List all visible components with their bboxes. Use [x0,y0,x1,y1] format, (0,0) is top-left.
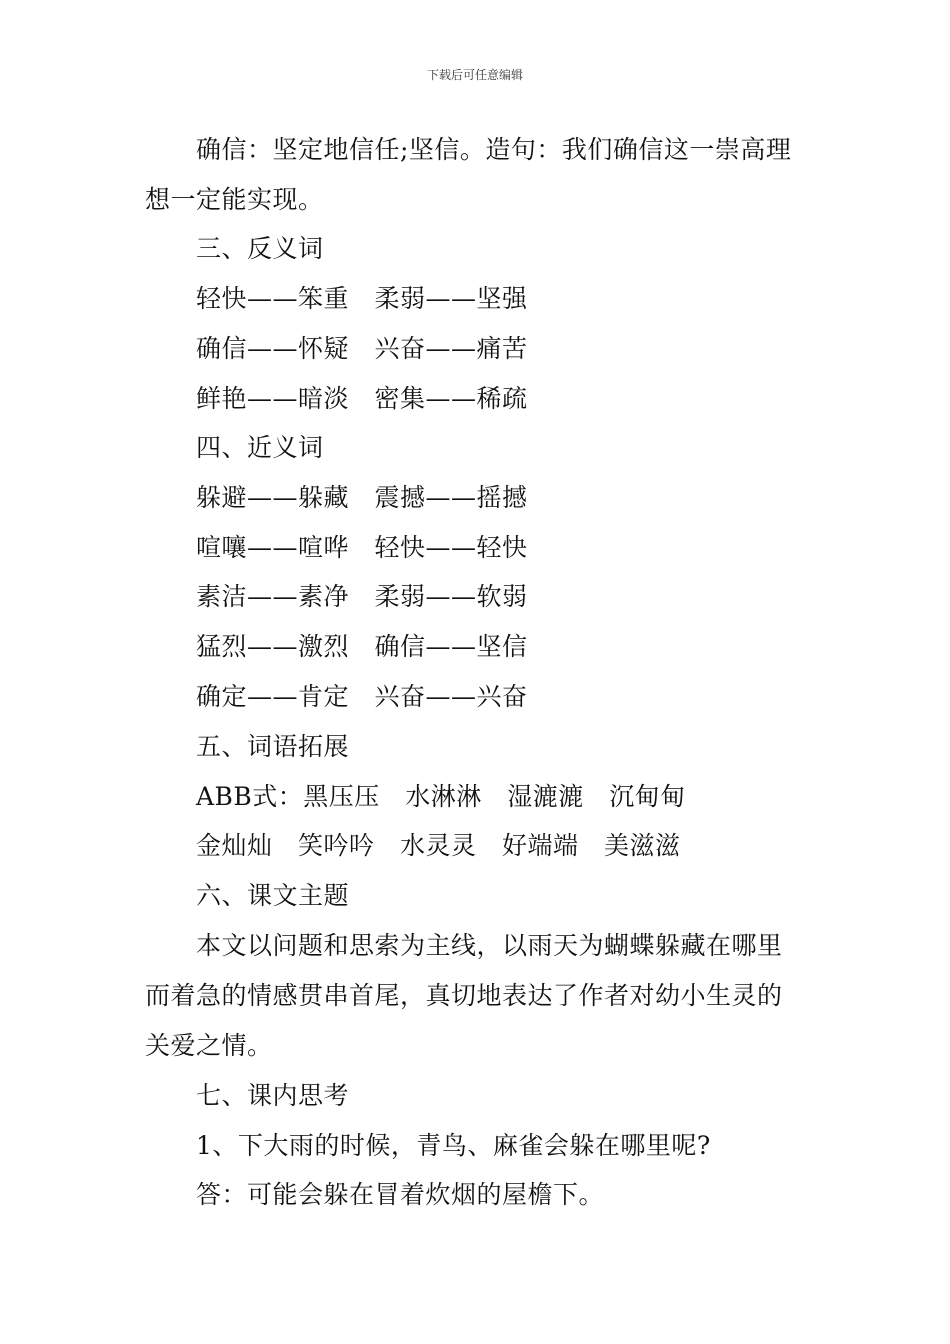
page-header: 下载后可任意编辑 [426,68,523,82]
synonym-row: 躲避——躲藏 震撼——摇撼 [196,483,528,512]
theme-paragraph-line: 而着急的情感贯串首尾，真切地表达了作者对幼小生灵的 [145,981,783,1010]
question-line: 1、下大雨的时候，青鸟、麻雀会躲在哪里呢? [196,1131,711,1160]
antonym-row: 鲜艳——暗淡 密集——稀疏 [196,384,528,413]
section-heading-theme: 六、课文主题 [196,881,350,910]
section-heading-antonyms: 三、反义词 [196,234,324,263]
expansion-row: ABB式：黑压压 水淋淋 湿漉漉 沉甸甸 [196,782,686,811]
antonym-row: 轻快——笨重 柔弱——坚强 [196,284,528,313]
definition-line: 确信：坚定地信任;坚信。造句：我们确信这一崇高理 [196,135,792,164]
synonym-row: 喧嚷——喧哗 轻快——轻快 [196,533,528,562]
antonym-row: 确信——怀疑 兴奋——痛苦 [196,334,528,363]
theme-paragraph-line: 关爱之情。 [145,1031,273,1060]
answer-line: 答：可能会躲在冒着炊烟的屋檐下。 [196,1180,605,1209]
expansion-row: 金灿灿 笑吟吟 水灵灵 好端端 美滋滋 [196,831,681,860]
synonym-row: 猛烈——激烈 确信——坚信 [196,632,528,661]
definition-line-cont: 想一定能实现。 [145,185,324,214]
section-heading-thinking: 七、课内思考 [196,1081,350,1110]
section-heading-expansion: 五、词语拓展 [196,732,350,761]
synonym-row: 确定——肯定 兴奋——兴奋 [196,682,528,711]
synonym-row: 素洁——素净 柔弱——软弱 [196,582,528,611]
section-heading-synonyms: 四、近义词 [196,433,324,462]
theme-paragraph-line: 本文以问题和思索为主线，以雨天为蝴蝶躲藏在哪里 [196,931,783,960]
